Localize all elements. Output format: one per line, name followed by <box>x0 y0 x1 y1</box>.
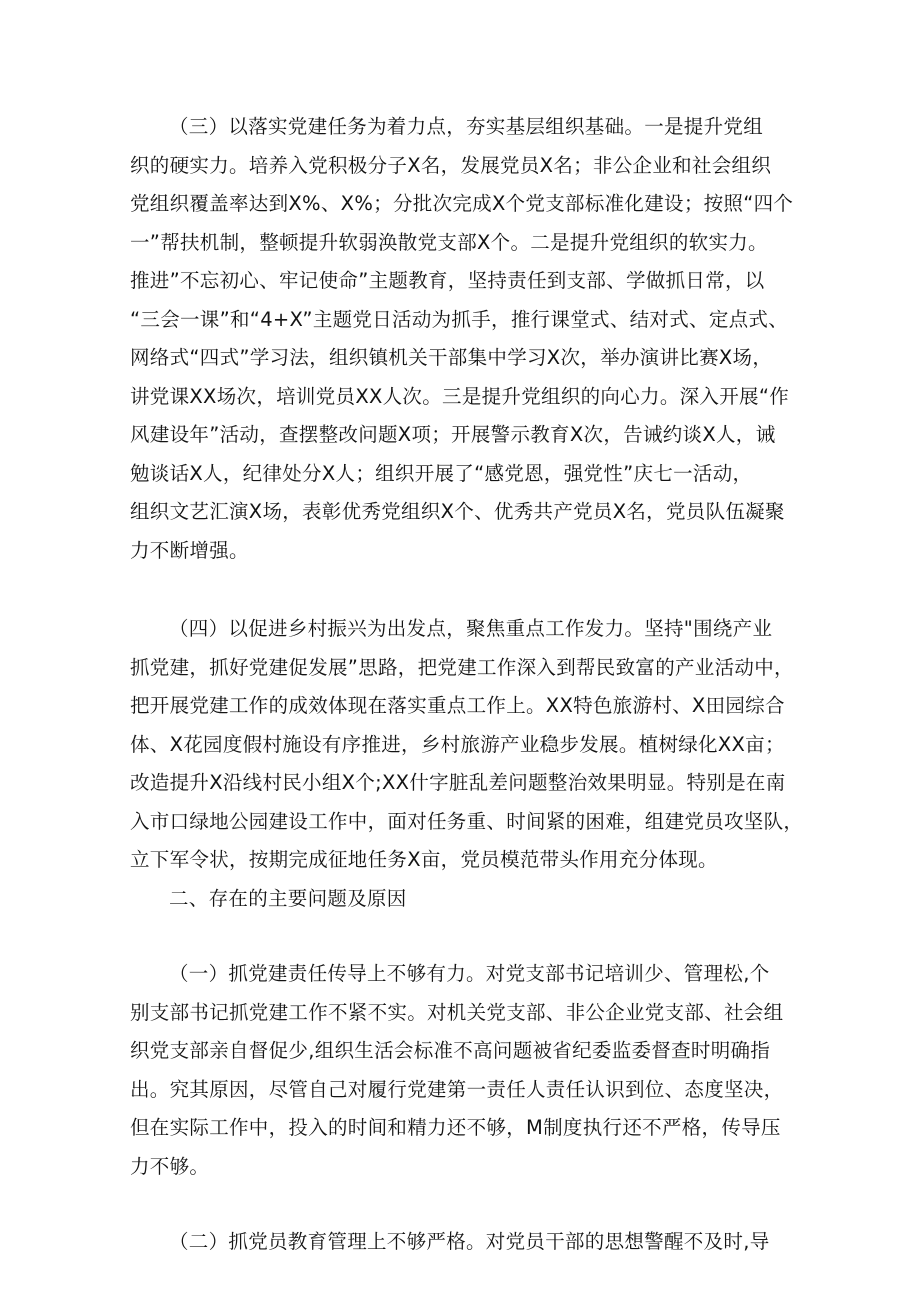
text-line: （四）以促进乡村振兴为出发点，聚焦重点工作发力。坚持"围绕产业 <box>169 617 773 640</box>
text-line: 一”帮扶机制，整顿提升软弱涣散党支部X个。二是提升党组织的软实力。 <box>130 230 768 254</box>
document-body <box>130 108 804 1262</box>
text-line: 力不断增强。 <box>130 538 249 562</box>
text-line: （二）抓党员教育管理上不够严格。对党员干部的思想警醒不及时,导 <box>169 1230 770 1253</box>
text-line: 体、X花园度假村施设有序推进，乡村旅游产业稳步发展。植树绿化XX亩； <box>130 732 785 756</box>
text-line: 把开展党建工作的成效体现在落实重点工作上。XX特色旅游村、X田园综合 <box>130 694 785 717</box>
text-line: 力不够。 <box>130 1154 210 1178</box>
text-line: 织党支部亲自督促少,组织生活会标准不高问题被省纪委监委督查时明确指 <box>130 1039 771 1062</box>
text-line: 出。究其原因，尽管自己对履行党建第一责任人责任认识到位、态度坚决， <box>130 1077 784 1101</box>
text-line: （一）抓党建责任传导上不够有力。对党支部书记培训少、管理松,个 <box>169 962 770 985</box>
paragraph-section-three <box>130 108 798 570</box>
text-line: 推进”不忘初心、牢记使命”主题教育，坚持责任到支部、学做抓日常，以 <box>130 269 765 292</box>
text-line: 抓党建，抓好党建促发展”思路，把党建工作深入到帮民致富的产业活动中， <box>130 655 794 679</box>
paragraph-issue-two <box>130 1223 798 1262</box>
text-line: 组织文艺汇演X场，表彰优秀党组织X个、优秀共产党员X名，党员队伍凝聚 <box>130 500 785 523</box>
text-line: 改造提升X沿线村民小组X个;XX什字脏乱差问题整治效果明显。特别是在南 <box>130 771 786 794</box>
text-line: 勉谈话X人，纪律处分X人；组织开展了“感党恩，强党性”庆七一活动， <box>130 461 753 485</box>
text-line: 讲党课XX场次，培训党员XX人次。三是提升党组织的向心力。深入开展“作 <box>130 384 790 408</box>
text-line: 立下军令状，按期完成征地任务X亩，党员模范带头作用充分体现。 <box>130 848 718 871</box>
text-line: 但在实际工作中，投入的时间和精力还不够，M制度执行还不严格，传导压 <box>130 1116 781 1139</box>
text-line: 党组织覆盖率达到X%、X%；分批次完成X个党支部标准化建设；按照“四个 <box>130 192 794 215</box>
text-line: 别支部书记抓党建工作不紧不实。对机关党支部、非公企业党支部、社会组 <box>130 1000 784 1024</box>
heading-text: 二、存在的主要问题及原因 <box>169 886 407 910</box>
text-line: 网络式“四式”学习法，组织镇机关干部集中学习X次，举办演讲比赛X场， <box>130 346 773 369</box>
text-line: 织的硬实力。培养入党积极分子X名，发展党员X名；非公企业和社会组织 <box>130 153 772 177</box>
text-line: 入市口绿地公园建设工作中，面对任务重、时间紧的困难，组建党员攻坚队， <box>130 809 804 833</box>
text-line: “三会一课”和“4+X”主题党日活动为抓手，推行课堂式、结对式、定点式、 <box>130 307 789 331</box>
text-line: （三）以落实党建任务为着力点，夯实基层组织基础。一是提升党组 <box>169 115 764 138</box>
paragraph-section-four <box>130 610 804 880</box>
text-line: 风建设年”活动，查摆整改问题X项；开展警示教育X次，告诫约谈X人，诫 <box>130 423 776 446</box>
paragraph-issue-one <box>130 955 798 1186</box>
section-heading <box>130 880 798 919</box>
